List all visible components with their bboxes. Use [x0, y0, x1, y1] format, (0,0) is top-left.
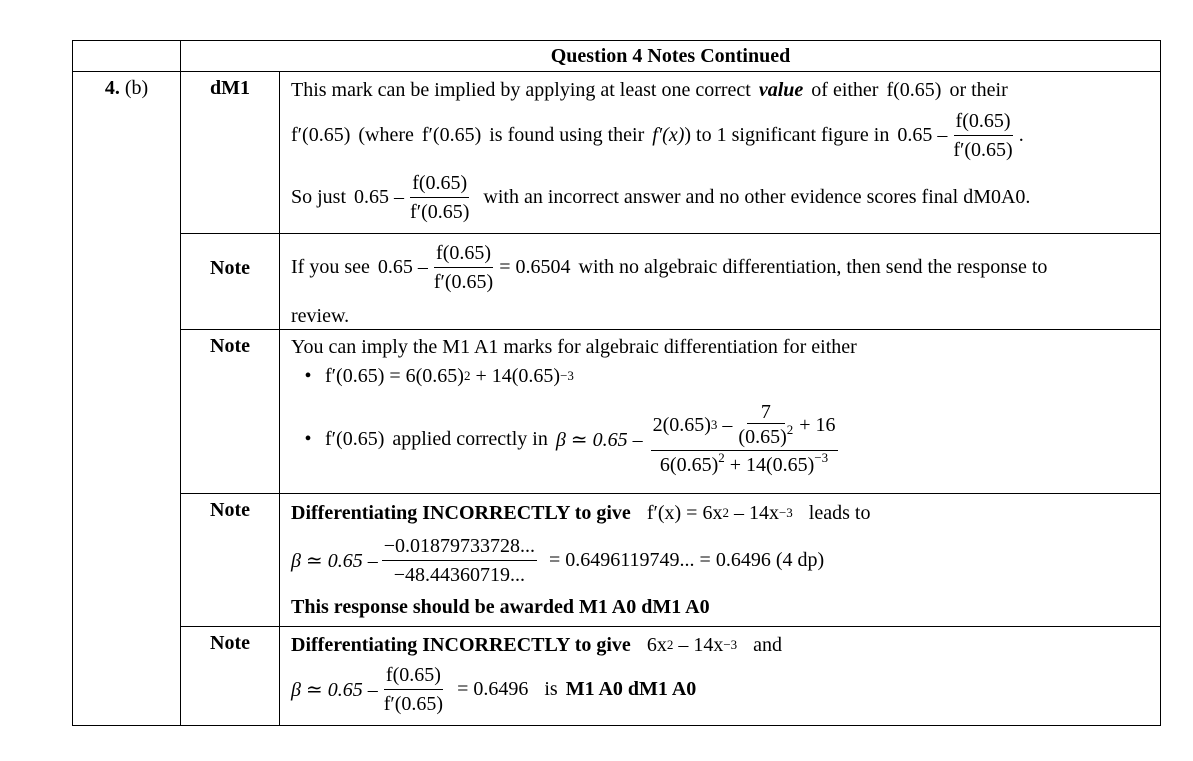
row-label: Note	[181, 627, 280, 726]
row-content: You can imply the M1 A1 marks for algebraic differentiation for either • f′(0.65) = 6(0.65) 2 + 14(0.65) −3 • f′(0.65) applied correctly in β ≃ 0.65 – 2(0.65) 3 – $\frac{7}{(0.65)^2}$ + 16 $6(0.65)^2 + 14(0.65)^{-3}$	[280, 330, 1161, 494]
row-label: Note	[181, 494, 280, 627]
question-part: (b)	[124, 77, 149, 99]
row-label: Note	[181, 234, 280, 330]
bullet-icon: •	[304, 364, 312, 387]
table-row	[73, 72, 1161, 234]
fraction: $\frac{f(0.65)}{f'(0.65)}$	[433, 241, 494, 293]
bullet-icon: •	[304, 427, 312, 450]
row-label: Note	[181, 330, 280, 494]
table-title: Question 4 Notes Continued	[181, 41, 1161, 72]
header-blank	[73, 41, 181, 72]
table-row	[73, 627, 1161, 726]
question-number-cell	[73, 72, 181, 726]
question-number: 4.	[104, 77, 120, 99]
mark-scheme-table	[72, 40, 1161, 726]
fraction: $\frac{f(0.65)}{f'(0.65)}$	[410, 171, 470, 223]
list-item: • f′(0.65) applied correctly in β ≃ 0.65 – 2(0.65) 3 – $\frac{7}{(0.65)^2}$ + 16 $6(0.65)^2 + 14(0.65)^{-3}$	[291, 392, 1150, 486]
row-content: This mark can be implied by applying at least one correct value of either f(0.65) or their f′(0.65) (where f′(0.65) is found using their f′(x) ) to 1 significant figure in 0.65 – $\frac{f(0.65)}{f'(0.65)}$ . So just 0.65 – $\frac{f(0.65)}{f'(0.65)}$ with an incorrect answer and no other evidence scores final dM0A0.	[280, 72, 1161, 234]
compound-fraction: 2(0.65) 3 – $\frac{7}{(0.65)^2}$ + 16 $6(0.65)^2 + 14(0.65)^{-3}$	[652, 400, 836, 476]
row-content: If you see 0.65 – $\frac{f(0.65)}{f'(0.65)}$ = 0.6504 with no algebraic differentiation, then send the response to review.	[280, 234, 1161, 330]
list-item: • f′(0.65) = 6(0.65) 2 + 14(0.65) −3	[291, 360, 1150, 392]
fraction: $\frac{f(0.65)}{f'(0.65)}$	[953, 109, 1013, 161]
row-content: Differentiating INCORRECTLY to give f′(x) = 6x 2 – 14x −3 leads to β ≃ 0.65 – $\frac{-0.01879733728...}{-48.44360719...}$ = 0.6496119749... = 0.6496 (4 dp) This response should be awarded M1 A0 dM1 A0	[280, 494, 1161, 627]
table-row	[73, 494, 1161, 627]
table-row	[73, 330, 1161, 494]
inner-fraction: $\frac{7}{(0.65)^2}$	[738, 400, 794, 448]
table-row	[73, 234, 1161, 330]
row-content: Differentiating INCORRECTLY to give 6x 2 – 14x −3 and β ≃ 0.65 – $\frac{f(0.65)}{f'(0.65)}$ = 0.6496 is M1 A0 dM1 A0	[280, 627, 1161, 726]
row-label: dM1	[181, 72, 280, 234]
fraction: $\frac{f(0.65)}{f'(0.65)}$	[383, 663, 444, 715]
header-row	[73, 41, 1161, 72]
fraction: $\frac{-0.01879733728...}{-48.44360719...}$	[383, 534, 535, 586]
